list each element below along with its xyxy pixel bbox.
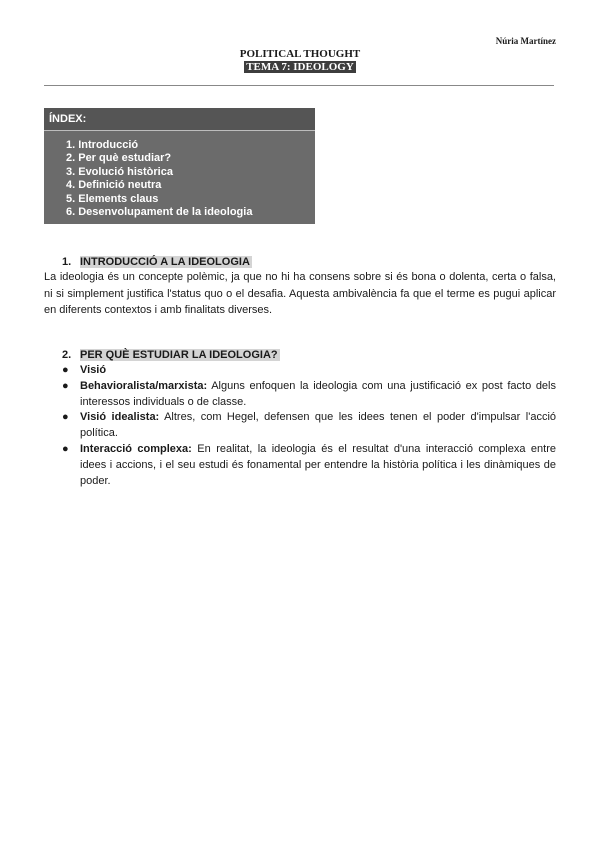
document-title: POLITICAL THOUGHT xyxy=(239,48,361,60)
bullet-icon: ● xyxy=(62,379,69,392)
bullet-term: Visió xyxy=(80,364,107,376)
bullet-list xyxy=(62,363,556,489)
bullet-icon: ● xyxy=(62,411,69,424)
bullet-icon: ● xyxy=(62,364,69,376)
bullet-term: Interacció complexa: xyxy=(80,442,192,455)
document-subtitle: TEMA 7: IDEOLOGY xyxy=(246,61,354,73)
section-number: 2. xyxy=(62,349,72,361)
index-list xyxy=(44,131,315,219)
index-item: 6. Desenvolupament de la ideologia xyxy=(66,206,253,219)
index-heading: ÍNDEX: xyxy=(44,108,315,130)
bullet-term: Visió idealista: xyxy=(80,411,160,424)
section-paragraph: La ideologia és un concepte polèmic, ja que no hi ha consens sobre si és bona o dolenta, certa o falsa, ni si simplement justifica l'status quo o el desafia. Aquesta ambivalència fa que el terme es pugui aplicar en diferents contextos i amb finalitats diverses. xyxy=(44,271,556,316)
list-item xyxy=(62,363,556,379)
index-box xyxy=(44,108,315,224)
section-heading xyxy=(62,256,252,269)
bullet-icon: ● xyxy=(62,442,69,455)
section-title: PER QUÈ ESTUDIAR LA IDEOLOGIA? xyxy=(80,349,278,361)
list-item xyxy=(62,410,556,442)
index-item: 4. Definició neutra xyxy=(66,179,162,192)
bullet-text: Alguns enfoquen la ideologia com una justificació ex post facto dels interessos individuals o de classe. xyxy=(80,379,556,408)
header-divider xyxy=(44,85,554,86)
section-number: 1. xyxy=(62,256,72,268)
bullet-term: Behavioralista/marxista: xyxy=(80,379,208,392)
list-item xyxy=(62,379,556,411)
bullet-text: Altres, com Hegel, defensen que les idees tenen el poder d'impulsar l'acció política. xyxy=(80,411,557,440)
section-title: INTRODUCCIÓ A LA IDEOLOGIA xyxy=(80,256,250,268)
index-item: 5. Elements claus xyxy=(66,192,159,205)
list-item xyxy=(62,442,556,489)
index-item: 1. Introducció xyxy=(66,139,139,151)
author-name: Núria Martínez xyxy=(495,36,556,46)
section-heading xyxy=(62,349,280,362)
index-item: 2. Per què estudiar? xyxy=(66,152,172,165)
bullet-text: En realitat, la ideologia és el resultat d'una interacció complexa entre idees i accions, i el seu estudi és fonamental per entendre la història política i les dinàmiques de poder. xyxy=(80,442,556,487)
document-title-block xyxy=(0,48,600,74)
index-item: 3. Evolució històrica xyxy=(66,165,173,178)
